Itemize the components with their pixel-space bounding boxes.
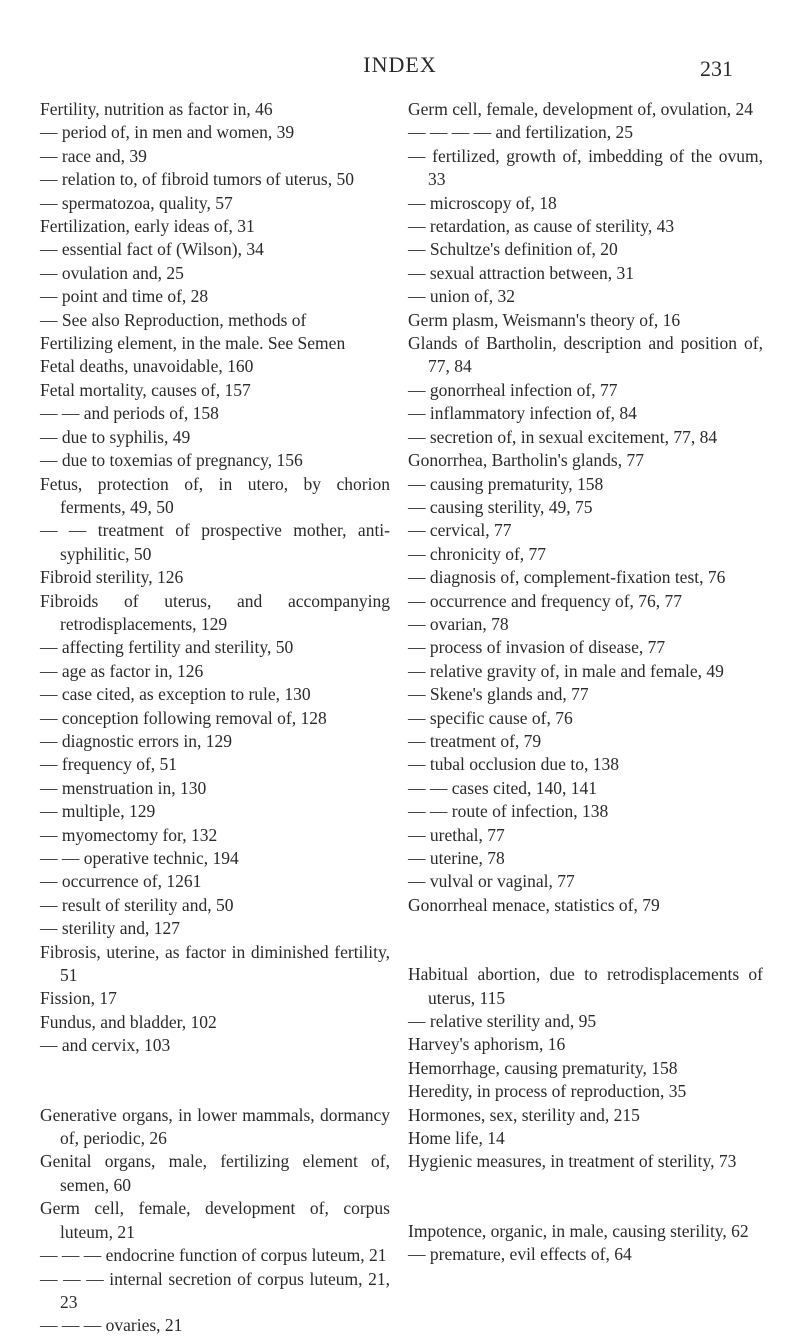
index-entry: — fertilized, growth of, imbedding of the ovum, 33 — [408, 145, 763, 190]
index-entry: Harvey's aphorism, 16 — [408, 1034, 566, 1055]
index-entry: — relation to, of fibroid tumors of uterus, 50 — [40, 169, 354, 190]
index-column-right — [408, 98, 763, 1267]
index-entry: — — and periods of, 158 — [40, 403, 219, 424]
index-entry: — point and time of, 28 — [40, 286, 209, 307]
index-entry: — frequency of, 51 — [40, 754, 178, 775]
index-entry: Gonorrhea, Bartholin's glands, 77 — [408, 450, 644, 471]
index-entry: Fibroid sterility, 126 — [40, 567, 184, 588]
index-entry: — — — endocrine function of corpus luteum, 21 — [40, 1245, 387, 1266]
index-entry: Impotence, organic, in male, causing sterility, 62 — [408, 1220, 749, 1241]
index-entry: — inflammatory infection of, 84 — [408, 403, 637, 424]
index-entry: — age as factor in, 126 — [40, 660, 204, 681]
index-entry: Germ plasm, Weismann's theory of, 16 — [408, 309, 681, 330]
index-entry: — period of, in men and women, 39 — [40, 122, 295, 143]
index-entry: Germ cell, female, development of, ovulation, 24 — [408, 99, 754, 119]
index-entry: Hemorrhage, causing prematurity, 158 — [408, 1057, 678, 1078]
index-entry: — specific cause of, 76 — [408, 707, 573, 728]
index-entry: — diagnostic errors in, 129 — [40, 730, 232, 751]
index-entry: — secretion of, in sexual excitement, 77, 84 — [408, 426, 718, 447]
index-entry: — — — — and fertilization, 25 — [408, 122, 634, 143]
index-entry: — affecting fertility and sterility, 50 — [40, 637, 294, 658]
section-gap — [408, 1174, 763, 1220]
index-entry: — due to syphilis, 49 — [40, 426, 191, 447]
index-entry: Fertilization, early ideas of, 31 — [40, 216, 255, 237]
index-entry: Germ cell, female, development of, corpus luteum, 21 — [40, 1198, 390, 1242]
page-header — [0, 52, 800, 80]
index-entry: — tubal occlusion due to, 138 — [408, 754, 619, 775]
index-entry: — vulval or vaginal, 77 — [408, 871, 575, 892]
index-entry: — diagnosis of, complement-fixation test, 76 — [408, 567, 726, 588]
index-entry: Glands of Bartholin, description and position of, 77, 84 — [408, 333, 763, 377]
index-entry: Fundus, and bladder, 102 — [40, 1011, 217, 1032]
index-entry: Fetus, protection of, in utero, by chorion ferments, 49, 50 — [40, 473, 390, 517]
index-entry: — — treatment of prospective mother, anti-syphilitic, 50 — [40, 520, 390, 564]
index-entry: — ovulation and, 25 — [40, 262, 184, 283]
index-entry: Hormones, sex, sterility and, 215 — [408, 1104, 640, 1125]
index-entry: — — — ovaries, 21 — [40, 1315, 183, 1336]
index-entry: — — route of infection, 138 — [408, 801, 609, 822]
index-entry: — result of sterility and, 50 — [40, 894, 234, 915]
index-entry: — urethal, 77 — [408, 824, 505, 845]
index-entry: — treatment of, 79 — [408, 730, 542, 751]
index-entry: — — operative technic, 194 — [40, 848, 239, 868]
index-entry: Fertility, nutrition as factor in, 46 — [40, 99, 273, 119]
index-entry: — case cited, as exception to rule, 130 — [40, 684, 311, 705]
index-entry: — essential fact of (Wilson), 34 — [40, 239, 264, 260]
index-entry: — sexual attraction between, 31 — [408, 262, 634, 283]
index-entry: — relative sterility and, 95 — [408, 1011, 597, 1032]
page-number: 231 — [700, 56, 733, 81]
index-entry: — myomectomy for, 132 — [40, 824, 218, 845]
index-entry: Fibrosis, uterine, as factor in diminished fertility, 51 — [40, 941, 390, 986]
index-entry: — causing prematurity, 158 — [408, 473, 604, 494]
index-entry: — See also Reproduction, methods of — [40, 309, 307, 330]
index-entry: — spermatozoa, quality, 57 — [40, 192, 233, 213]
index-entry: Habitual abortion, due to retrodisplacements of uterus, 115 — [408, 964, 763, 1008]
index-entry: — sterility and, 127 — [40, 918, 180, 939]
section-gap — [40, 1058, 390, 1104]
index-entry: — occurrence of, 1261 — [40, 871, 202, 892]
index-entry: Fibroids of uterus, and accompanying retrodisplacements, 129 — [40, 590, 390, 634]
index-entry: — gonorrheal infection of, 77 — [408, 379, 618, 400]
index-entry: Fertilizing element, in the male. See Semen — [40, 333, 346, 354]
index-entry: — cervical, 77 — [408, 520, 512, 541]
index-entry: Gonorrheal menace, statistics of, 79 — [408, 894, 660, 915]
index-entry: Heredity, in process of reproduction, 35 — [408, 1081, 687, 1102]
index-entry: — causing sterility, 49, 75 — [408, 496, 593, 517]
index-entry: Genital organs, male, fertilizing element of, semen, 60 — [40, 1151, 390, 1195]
index-entry: Home life, 14 — [408, 1128, 505, 1149]
index-entry: — conception following removal of, 128 — [40, 707, 327, 728]
index-entry: — menstruation in, 130 — [40, 777, 207, 798]
index-entry: Fission, 17 — [40, 988, 117, 1009]
index-entry: Fetal deaths, unavoidable, 160 — [40, 356, 254, 377]
index-entry: — retardation, as cause of sterility, 43 — [408, 216, 675, 237]
index-entry: — and cervix, 103 — [40, 1035, 171, 1056]
index-entry: — multiple, 129 — [40, 801, 156, 822]
index-column-left — [40, 98, 390, 1338]
index-entry: — Schultze's definition of, 20 — [408, 239, 618, 260]
index-entry: — microscopy of, 18 — [408, 192, 557, 213]
index-entry: Generative organs, in lower mammals, dormancy of, periodic, 26 — [40, 1104, 390, 1149]
index-entry: — uterine, 78 — [408, 848, 505, 868]
index-entry: — union of, 32 — [408, 286, 515, 307]
index-entry: — ovarian, 78 — [408, 613, 509, 634]
index-entry: — — cases cited, 140, 141 — [408, 777, 598, 798]
index-entry: — — — internal secretion of corpus luteum, 21, 23 — [40, 1268, 390, 1312]
index-entry: — premature, evil effects of, 64 — [408, 1244, 632, 1265]
page-title: INDEX — [363, 52, 437, 77]
index-entry: — Skene's glands and, 77 — [408, 684, 589, 705]
index-entry: Fetal mortality, causes of, 157 — [40, 379, 251, 400]
index-entry: — race and, 39 — [40, 145, 147, 166]
index-entry: — process of invasion of disease, 77 — [408, 637, 666, 658]
index-entry: Hygienic measures, in treatment of sterility, 73 — [408, 1151, 737, 1172]
index-entry: — relative gravity of, in male and female, 49 — [408, 660, 724, 681]
section-gap — [408, 917, 763, 963]
index-entry: — due to toxemias of pregnancy, 156 — [40, 450, 303, 471]
index-entry: — chronicity of, 77 — [408, 543, 547, 564]
index-entry: — occurrence and frequency of, 76, 77 — [408, 590, 683, 611]
